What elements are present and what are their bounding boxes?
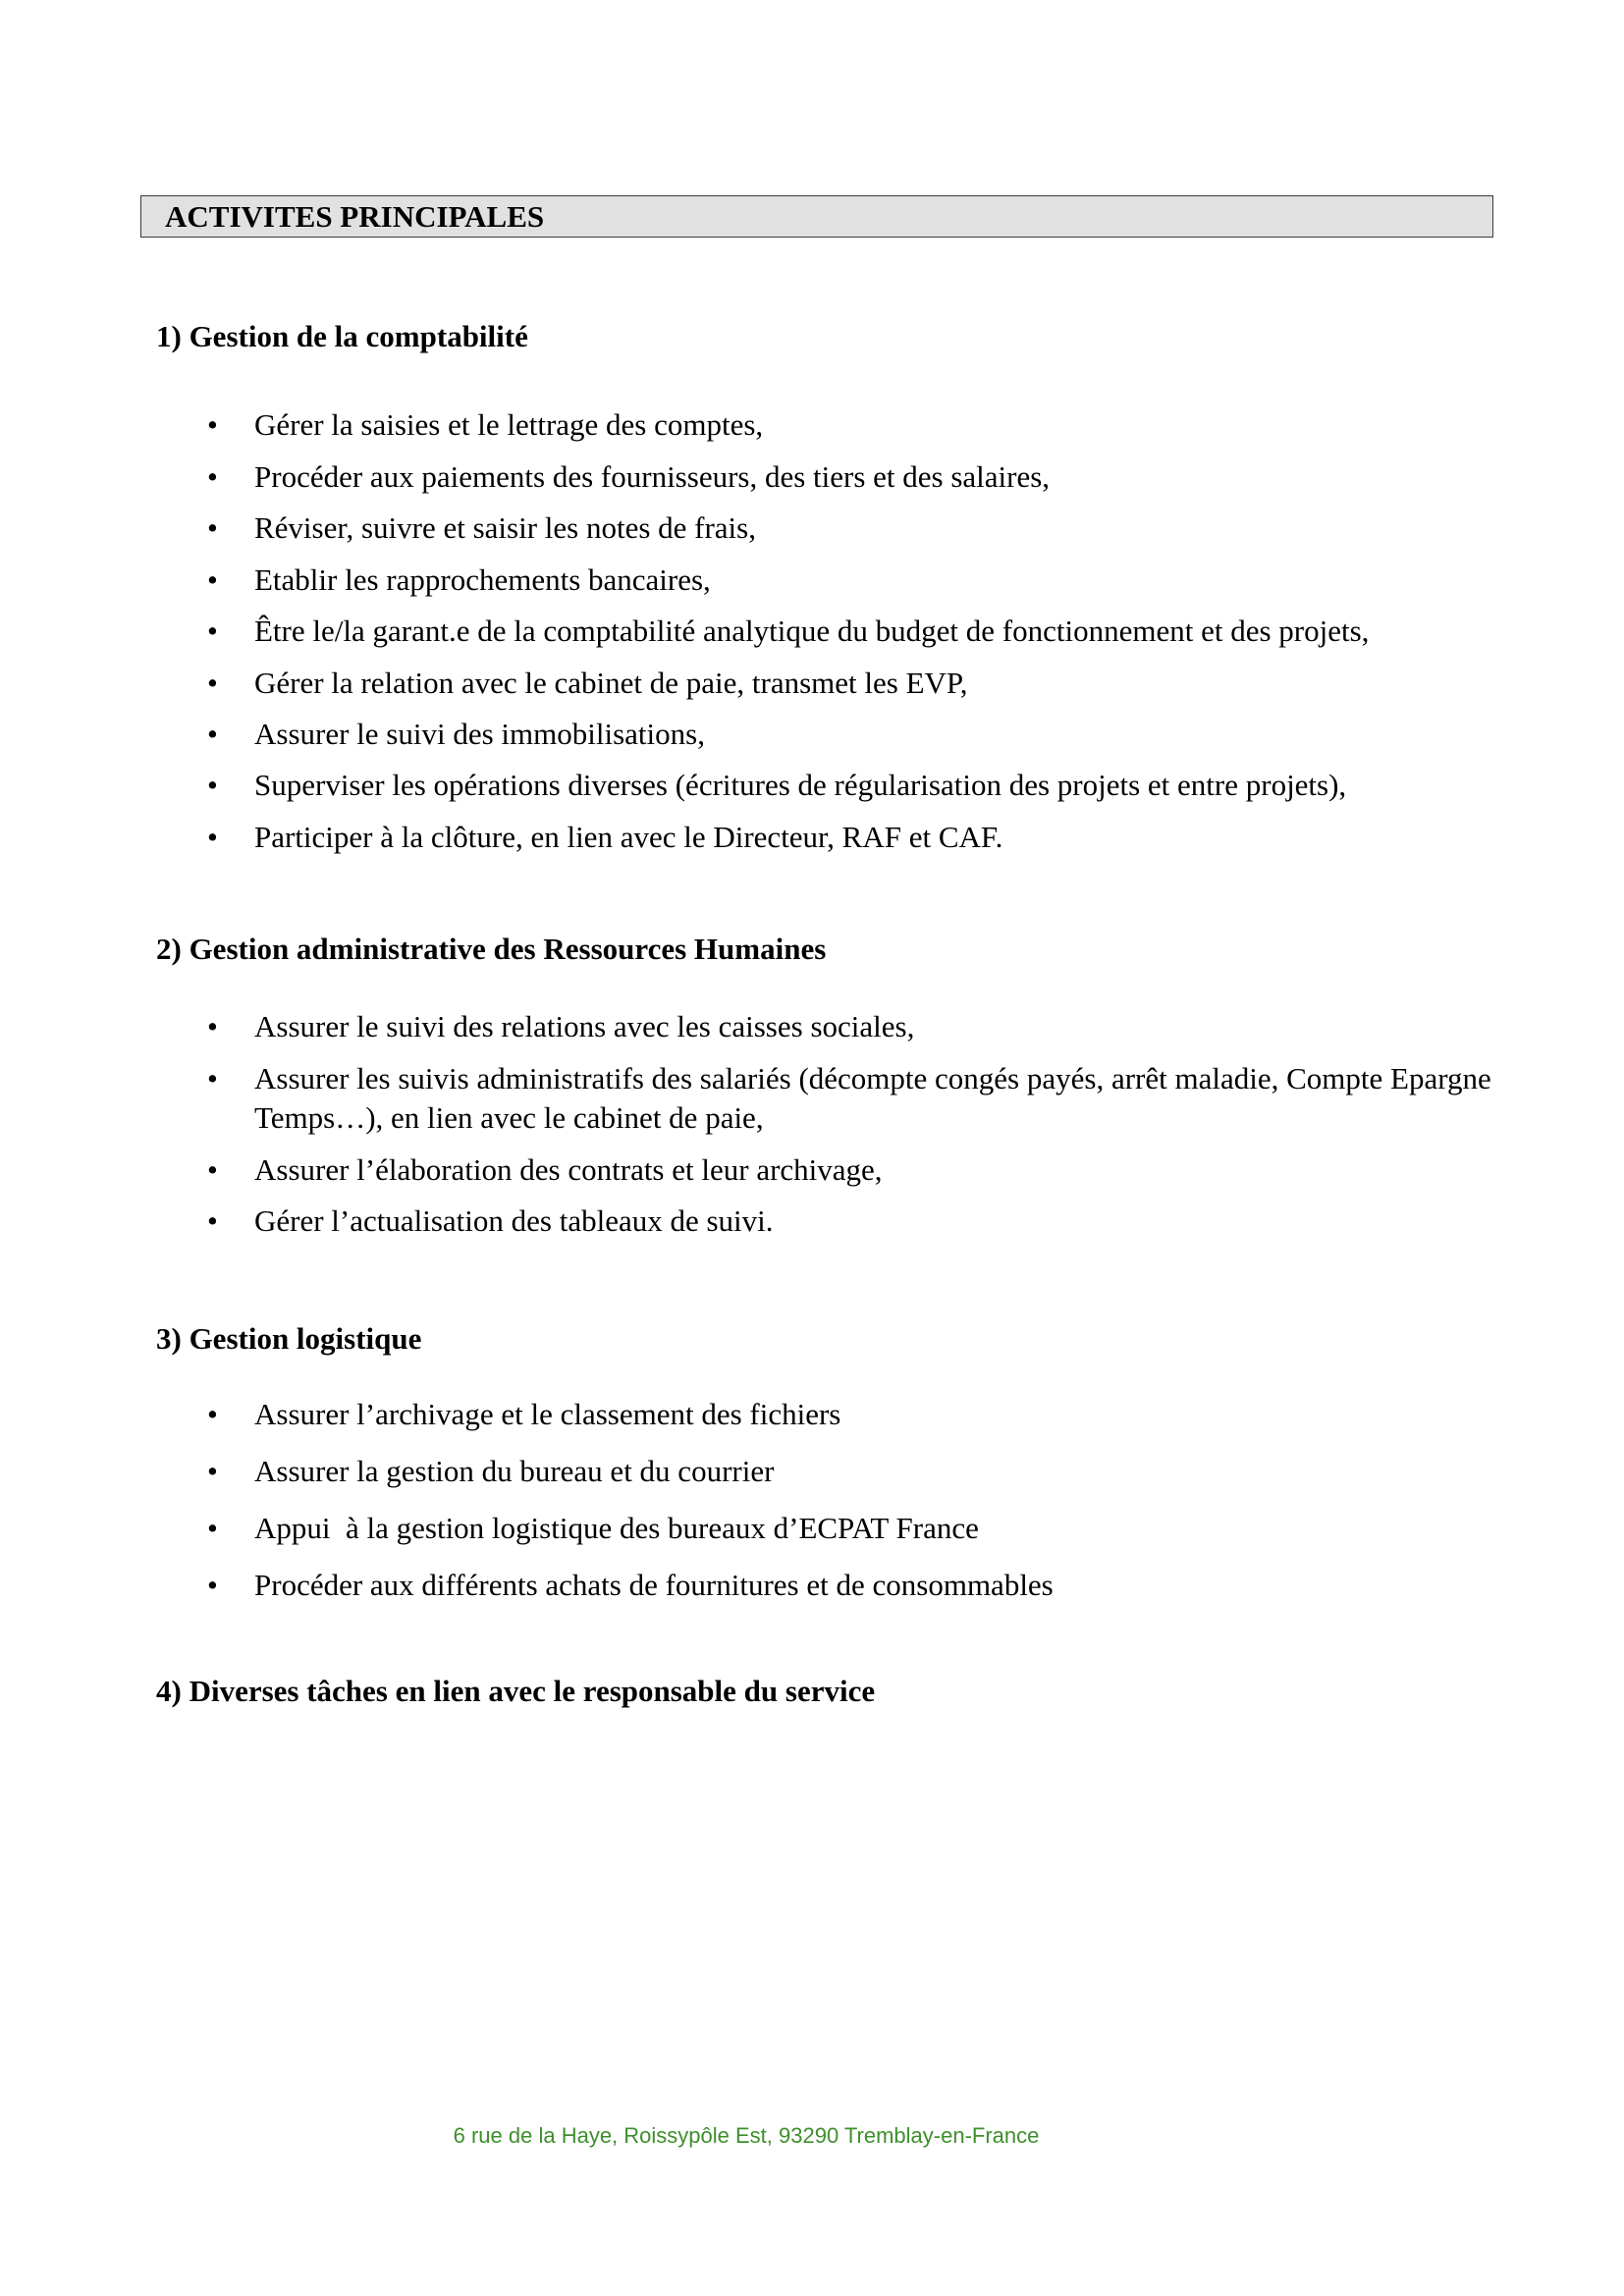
bullet-icon: • [207, 459, 218, 494]
bullet-icon: • [207, 768, 218, 802]
bullet-icon: • [207, 510, 218, 545]
list-item-text: Procéder aux paiements des fournisseurs, des tiers et des salaires, [254, 459, 1051, 494]
list-item-text: Superviser les opérations diverses (écritures de régularisation des projets et entre projets), [254, 768, 1347, 802]
list-item-text: Assurer la gestion du bureau et du courrier [254, 1454, 775, 1488]
bullet-icon: • [207, 666, 218, 700]
bullet-icon: • [207, 1568, 218, 1602]
bullet-icon: • [207, 1511, 218, 1545]
bullet-icon: • [207, 717, 218, 751]
bullet-icon: • [207, 1397, 218, 1431]
list-item-text: Appui à la gestion logistique des bureaux d’ECPAT France [254, 1511, 979, 1545]
footer-address: 6 rue de la Haye, Roissypôle Est, 93290 Tremblay-en-France [453, 2123, 1040, 2148]
list-item-text: Assurer le suivi des relations avec les caisses sociales, [254, 1009, 915, 1043]
bullet-icon: • [207, 1203, 218, 1238]
section-title-ressources-humaines: 2) Gestion administrative des Ressources Humaines [156, 932, 827, 966]
list-item-text: Être le/la garant.e de la comptabilité analytique du budget de fonctionnement et des projets, [254, 614, 1370, 648]
section-title-comptabilite: 1) Gestion de la comptabilité [156, 319, 528, 353]
list-item-text: Participer à la clôture, en lien avec le Directeur, RAF et CAF. [254, 820, 1003, 854]
section-title-logistique: 3) Gestion logistique [156, 1321, 422, 1356]
list-item-text: Procéder aux différents achats de fournitures et de consommables [254, 1568, 1054, 1602]
bullet-icon: • [207, 1454, 218, 1488]
list-item-text: Assurer les suivis administratifs des salariés (décompte congés payés, arrêt maladie, Compte Epargne Temps…), en lien avec le cabinet de paie, [254, 1061, 1491, 1135]
bullet-icon: • [207, 1009, 218, 1043]
list-item-text: Etablir les rapprochements bancaires, [254, 562, 711, 597]
list-item-text: Assurer le suivi des immobilisations, [254, 717, 705, 751]
list-item-text: Gérer l’actualisation des tableaux de suivi. [254, 1203, 774, 1238]
list-item-text: Assurer l’archivage et le classement des fichiers [254, 1397, 841, 1431]
bullet-icon: • [207, 1061, 218, 1095]
section-header-box [140, 195, 1493, 238]
bullet-icon: • [207, 562, 218, 597]
page-title: ACTIVITES PRINCIPALES [165, 199, 545, 234]
list-item-text: Réviser, suivre et saisir les notes de frais, [254, 510, 756, 545]
list-item-text: Assurer l’élaboration des contrats et leur archivage, [254, 1152, 883, 1187]
bullet-icon: • [207, 614, 218, 648]
list-item-text: Gérer la saisies et le lettrage des comptes, [254, 407, 764, 442]
section-title-diverses-taches: 4) Diverses tâches en lien avec le responsable du service [156, 1674, 876, 1708]
bullet-icon: • [207, 407, 218, 442]
list-item-text: Gérer la relation avec le cabinet de paie, transmet les EVP, [254, 666, 968, 700]
bullet-icon: • [207, 1152, 218, 1187]
bullet-icon: • [207, 820, 218, 854]
